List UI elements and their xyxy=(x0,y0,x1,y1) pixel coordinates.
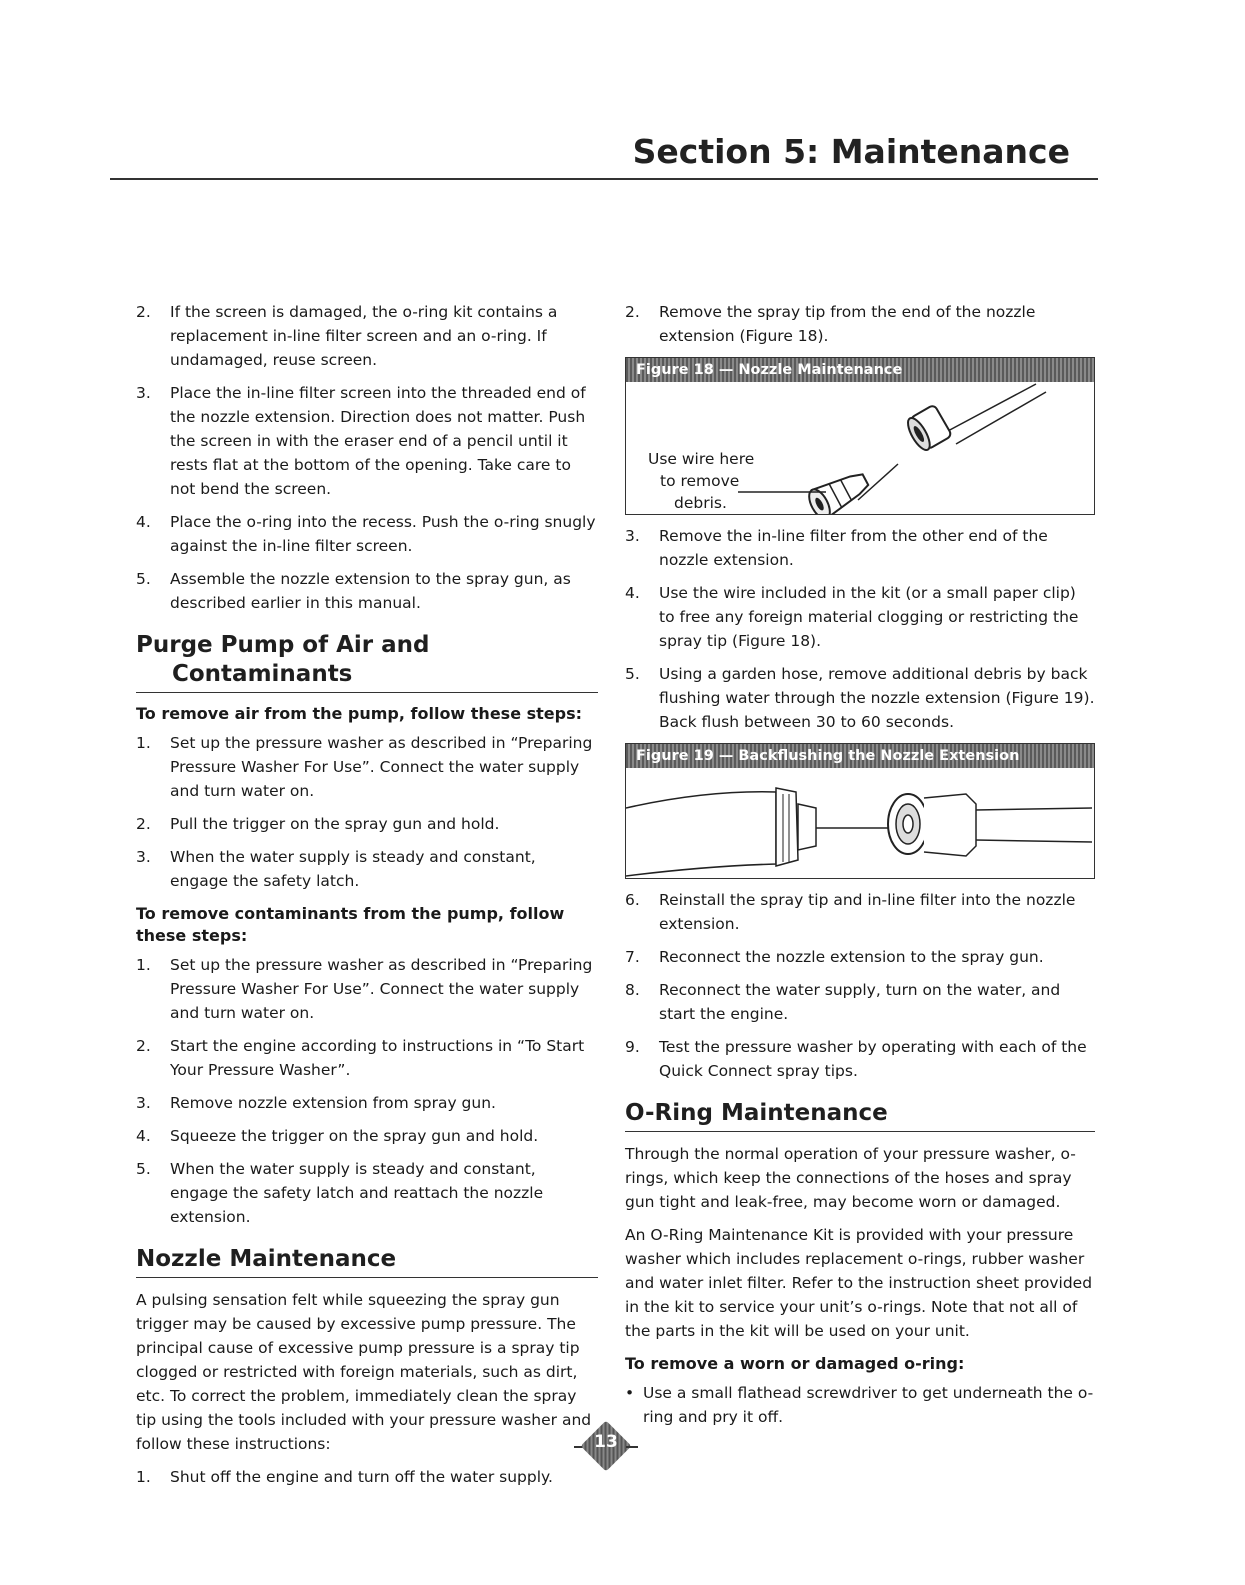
oring-paragraph-1: Through the normal operation of your pressure washer, o-rings, which keep the connections of the hoses and spray gun tight and leak-free, may become worn or damaged. xyxy=(625,1145,1076,1211)
step-text: Squeeze the trigger on the spray gun and hold. xyxy=(170,1127,539,1145)
header-rule xyxy=(110,178,1098,180)
list-item xyxy=(625,945,1095,969)
step-number: 3. xyxy=(136,384,151,402)
step-number: 1. xyxy=(136,1468,151,1486)
step-text: Remove nozzle extension from spray gun. xyxy=(170,1094,496,1112)
callout-line: debris. xyxy=(674,494,727,512)
figure-callout xyxy=(648,448,754,514)
list-item xyxy=(136,1124,598,1148)
step-number: 2. xyxy=(625,303,640,321)
section-title-line1: Purge Pump of Air and xyxy=(136,632,430,658)
list-item xyxy=(136,381,598,501)
section-title-nozzle: Nozzle Maintenance xyxy=(136,1245,598,1278)
list-item xyxy=(136,1157,598,1229)
step-number: 5. xyxy=(136,1160,151,1178)
left-column xyxy=(136,300,598,1498)
figure-illustration xyxy=(626,382,1094,514)
step-number: 3. xyxy=(136,1094,151,1112)
callout-line: Use wire here xyxy=(648,450,755,468)
section-title-line2: Contaminants xyxy=(172,661,353,687)
page-title: Section 5: Maintenance xyxy=(632,132,1070,171)
list-item xyxy=(136,510,598,558)
step-text: Use the wire included in the kit (or a small paper clip) to free any foreign material clogging or restricting the spray tip (Figure 18). xyxy=(659,584,1079,650)
step-text: Reconnect the water supply, turn on the water, and start the engine. xyxy=(659,981,1061,1023)
backflush-illustration xyxy=(626,768,1092,878)
subheading-oring: To remove a worn or damaged o-ring: xyxy=(625,1354,965,1373)
list-item xyxy=(625,1035,1095,1083)
step-number: 3. xyxy=(136,848,151,866)
step-number: 3. xyxy=(625,527,640,545)
step-text: Set up the pressure washer as described in “Preparing Pressure Washer For Use”. Connect the water supply and turn water on. xyxy=(170,956,593,1022)
step-text: Start the engine according to instructions in “To Start Your Pressure Washer”. xyxy=(170,1037,585,1079)
oring-paragraph-2: An O-Ring Maintenance Kit is provided with your pressure washer which includes replacement o-rings, rubber washer and water inlet filter. Refer to the instruction sheet provided in the kit to service your unit’s o-rings. Note that not all of the parts in the kit will be used on your unit. xyxy=(625,1226,1093,1340)
list-item xyxy=(625,1381,1095,1429)
callout-line: to remove xyxy=(660,472,740,490)
bullet-icon: • xyxy=(625,1384,635,1402)
step-number: 4. xyxy=(625,584,640,602)
step-number: 6. xyxy=(625,891,640,909)
figure-caption: Figure 19 — Backflushing the Nozzle Extension xyxy=(626,744,1094,768)
step-text: Test the pressure washer by operating with each of the Quick Connect spray tips. xyxy=(659,1038,1087,1080)
list-item xyxy=(136,1034,598,1082)
figure-18 xyxy=(625,357,1095,515)
step-text: Shut off the engine and turn off the water supply. xyxy=(170,1468,553,1486)
page-number: 13 xyxy=(594,1432,618,1452)
bullet-text: Use a small flathead screwdriver to get underneath the o-ring and pry it off. xyxy=(643,1384,1094,1426)
section-title-purge xyxy=(136,631,598,693)
step-number: 7. xyxy=(625,948,640,966)
list-item xyxy=(136,812,598,836)
step-text: Assemble the nozzle extension to the spray gun, as described earlier in this manual. xyxy=(170,570,571,612)
step-number: 2. xyxy=(136,303,151,321)
list-item xyxy=(136,953,598,1025)
step-text: Place the in-line filter screen into the threaded end of the nozzle extension. Direction does not matter. Push the screen in with the eraser end of a pencil until it rests flat at the bottom of the opening. Take care to not bend the screen. xyxy=(170,384,586,498)
list-item xyxy=(625,978,1095,1026)
step-text: Place the o-ring into the recess. Push the o-ring snugly against the in-line filter screen. xyxy=(170,513,596,555)
list-item xyxy=(625,300,1095,348)
list-item xyxy=(136,300,598,372)
step-number: 2. xyxy=(136,815,151,833)
step-text: Remove the spray tip from the end of the nozzle extension (Figure 18). xyxy=(659,303,1036,345)
section-title-oring: O-Ring Maintenance xyxy=(625,1099,1095,1132)
step-number: 1. xyxy=(136,734,151,752)
list-item xyxy=(136,1465,598,1489)
list-item xyxy=(136,731,598,803)
step-text: If the screen is damaged, the o-ring kit contains a replacement in-line filter screen and an o-ring. If undamaged, reuse screen. xyxy=(170,303,558,369)
step-text: When the water supply is steady and constant, engage the safety latch. xyxy=(170,848,536,890)
step-text: Set up the pressure washer as described in “Preparing Pressure Washer For Use”. Connect the water supply and turn water on. xyxy=(170,734,593,800)
step-text: Reinstall the spray tip and in-line filter into the nozzle extension. xyxy=(659,891,1076,933)
list-item xyxy=(136,1091,598,1115)
step-number: 9. xyxy=(625,1038,640,1056)
subheading-air: To remove air from the pump, follow these steps: xyxy=(136,704,583,723)
list-item xyxy=(625,662,1095,734)
step-number: 2. xyxy=(136,1037,151,1055)
step-number: 5. xyxy=(625,665,640,683)
step-number: 5. xyxy=(136,570,151,588)
step-number: 4. xyxy=(136,513,151,531)
step-number: 1. xyxy=(136,956,151,974)
right-column xyxy=(625,300,1095,1437)
list-item xyxy=(625,581,1095,653)
nozzle-paragraph: A pulsing sensation felt while squeezing the spray gun trigger may be caused by excessive pump pressure. The principal cause of excessive pump pressure is a spray tip clogged or restricted with foreign materials, such as dirt, etc. To correct the problem, immediately clean the spray tip using the tools included with your pressure washer and follow these instructions: xyxy=(136,1291,592,1453)
step-text: Remove the in-line filter from the other end of the nozzle extension. xyxy=(659,527,1048,569)
step-text: Reconnect the nozzle extension to the spray gun. xyxy=(659,948,1044,966)
list-item xyxy=(136,845,598,893)
subheading-contaminants: To remove contaminants from the pump, follow these steps: xyxy=(136,904,565,945)
list-item xyxy=(625,524,1095,572)
figure-19 xyxy=(625,743,1095,879)
list-item xyxy=(625,888,1095,936)
page-number-badge xyxy=(574,1426,642,1466)
figure-caption: Figure 18 — Nozzle Maintenance xyxy=(626,358,1094,382)
figure-illustration xyxy=(626,768,1094,878)
step-text: Using a garden hose, remove additional debris by back flushing water through the nozzle extension (Figure 19). Back flush between 30 to 60 seconds. xyxy=(659,665,1095,731)
step-number: 8. xyxy=(625,981,640,999)
step-text: When the water supply is steady and constant, engage the safety latch and reattach the nozzle extension. xyxy=(170,1160,544,1226)
step-text: Pull the trigger on the spray gun and hold. xyxy=(170,815,500,833)
step-number: 4. xyxy=(136,1127,151,1145)
list-item xyxy=(136,567,598,615)
